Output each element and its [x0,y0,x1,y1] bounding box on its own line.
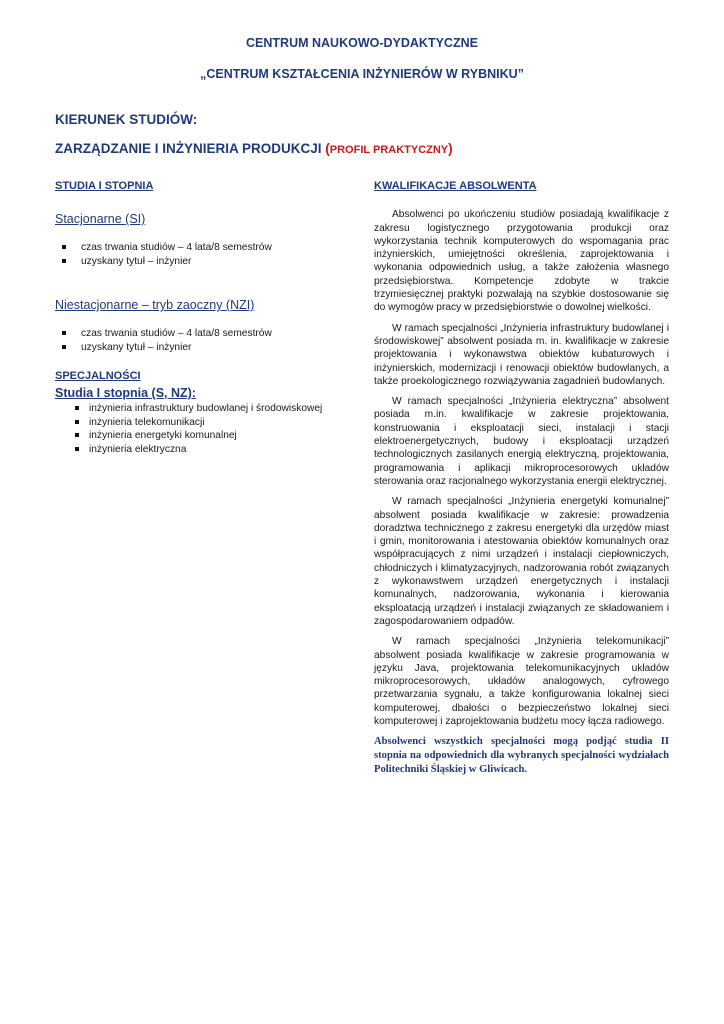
left-column [55,180,345,456]
specjalnosci-subtitle: Studia I stopnia (S, NZ): [55,386,196,400]
list-item: uzyskany tytuł – inżynier [55,341,345,355]
profile-paren-close: ) [448,141,453,156]
stacjonarne-title: Stacjonarne (SI) [55,212,146,226]
specjalnosci-list [55,402,345,456]
list-item: inżynieria infrastruktury budowlanej i środowiskowej [55,402,345,416]
right-column [374,180,669,784]
field-of-study [55,112,453,156]
specjalnosci-title: SPECJALNOŚCI [55,370,141,382]
paragraph: W ramach specjalności „Inżynieria infrastruktury budowlanej i środowiskowej” absolwent posiada m. in. kwalifikacje w zakresie projektowania i wykonawstwa obiektów kubaturowych i inżynierskich, modernizacji i renowacji obiektów budowlanych, a także proekologicznego rozwiązywania zagadnień budowlanych. [374,322,669,387]
profile-label: PROFIL PRAKTYCZNY [329,144,449,156]
final-note: Absolwenci wszystkich specjalności mogą podjąć studia II stopnia na odpowiednich dla wybranych specjalności wydziałach Politechniki Śląskiej w Gliwicach. [374,736,669,776]
stacjonarne-list [55,241,345,268]
section-title-studia: STUDIA I STOPNIA [55,180,154,192]
profile-paren-open: ( [325,141,330,156]
paragraph: W ramach specjalności „Inżynieria energetyki komunalnej” absolwent posiada kwalifikacje w zakresie: prowadzenia doradztwa technicznego z zakresu energetyki dla urzędów miast i gmin, monitorowania i atestowania obiektów komunalnych oraz współpracujących z nimi urządzeń i instalacji ciepłowniczych, chłodniczych i klimatyzacyjnych, nadzorowania robót związanych z wykonawstwem urządzeń energetycznych i instalacji komunalnych, nadzorowania, wykonania i kierowania eksploatacją urządzeń i instalacji związanych ze składowaniem i zagospodarowaniem odpadów. [374,496,669,627]
paragraph: W ramach specjalności „Inżynieria telekomunikacji” absolwent posiada kwalifikacje w zakresie programowania w języku Java, projektowania telekomunikacyjnych układów mikroprocesorowych, układów analogowych, cyfrowego przetwarzania sygnału, a także konfigurowania lokalnej sieci komputerowej, dbałości o bezpieczeństwo lokalnej sieci komputerowej i zaprojektowania budżetu mocy łącza radiowego. [374,636,669,727]
list-item: czas trwania studiów – 4 lata/8 semestrów [55,327,345,341]
program-name: ZARZĄDZANIE I INŻYNIERIA PRODUKCJI [55,141,322,156]
kwalifikacje-title: KWALIFIKACJE ABSOLWENTA [374,180,537,192]
paragraph: Absolwenci po ukończeniu studiów posiadają kwalifikacje z zakresu logistycznego przygotowania produkcji oraz wykorzystania technik komputerowych do wspomagania prac inżynierskich, umiejętności określenia, zaprojektowania i wykonania odpowiednich usług, a także założenia własnego przedsiębiorstwa. Kompetencje zdobyte w trakcie trzymiesięcznej praktyki pozwalają na szybkie dostosowanie się do wymogów pracy w przedsiębiorstwie o dowolnej wielkości. [374,209,669,314]
list-item: inżynieria elektryczna [55,443,345,457]
paragraph: W ramach specjalności „Inżynieria elektryczna” absolwent posiada m.in. kwalifikacje w zakresie projektowania, konstruowania i eksploatacji sieci, instalacji i stacji elektroenergetycznych, budowy i eksploatacji urządzeń technologicznych zasilanych energią elektryczną, projektowania, programowania i aplikacji mikroprocesorowych układów sterowania oraz racjonalnego wykorzystania energii elektrycznej. [374,396,669,487]
document-header [0,36,724,81]
field-of-study-label: KIERUNEK STUDIÓW: [55,112,198,127]
header-title: CENTRUM NAUKOWO-DYDAKTYCZNE [246,36,478,50]
niestacjonarne-title: Niestacjonarne – tryb zaoczny (NZI) [55,298,255,312]
list-item: czas trwania studiów – 4 lata/8 semestrów [55,241,345,255]
list-item: inżynieria telekomunikacji [55,416,345,430]
list-item: inżynieria energetyki komunalnej [55,429,345,443]
header-subtitle: „CENTRUM KSZTAŁCENIA INŻYNIERÓW W RYBNIKU” [200,67,524,81]
field-of-study-name [55,141,453,156]
list-item: uzyskany tytuł – inżynier [55,255,345,269]
niestacjonarne-list [55,327,345,354]
